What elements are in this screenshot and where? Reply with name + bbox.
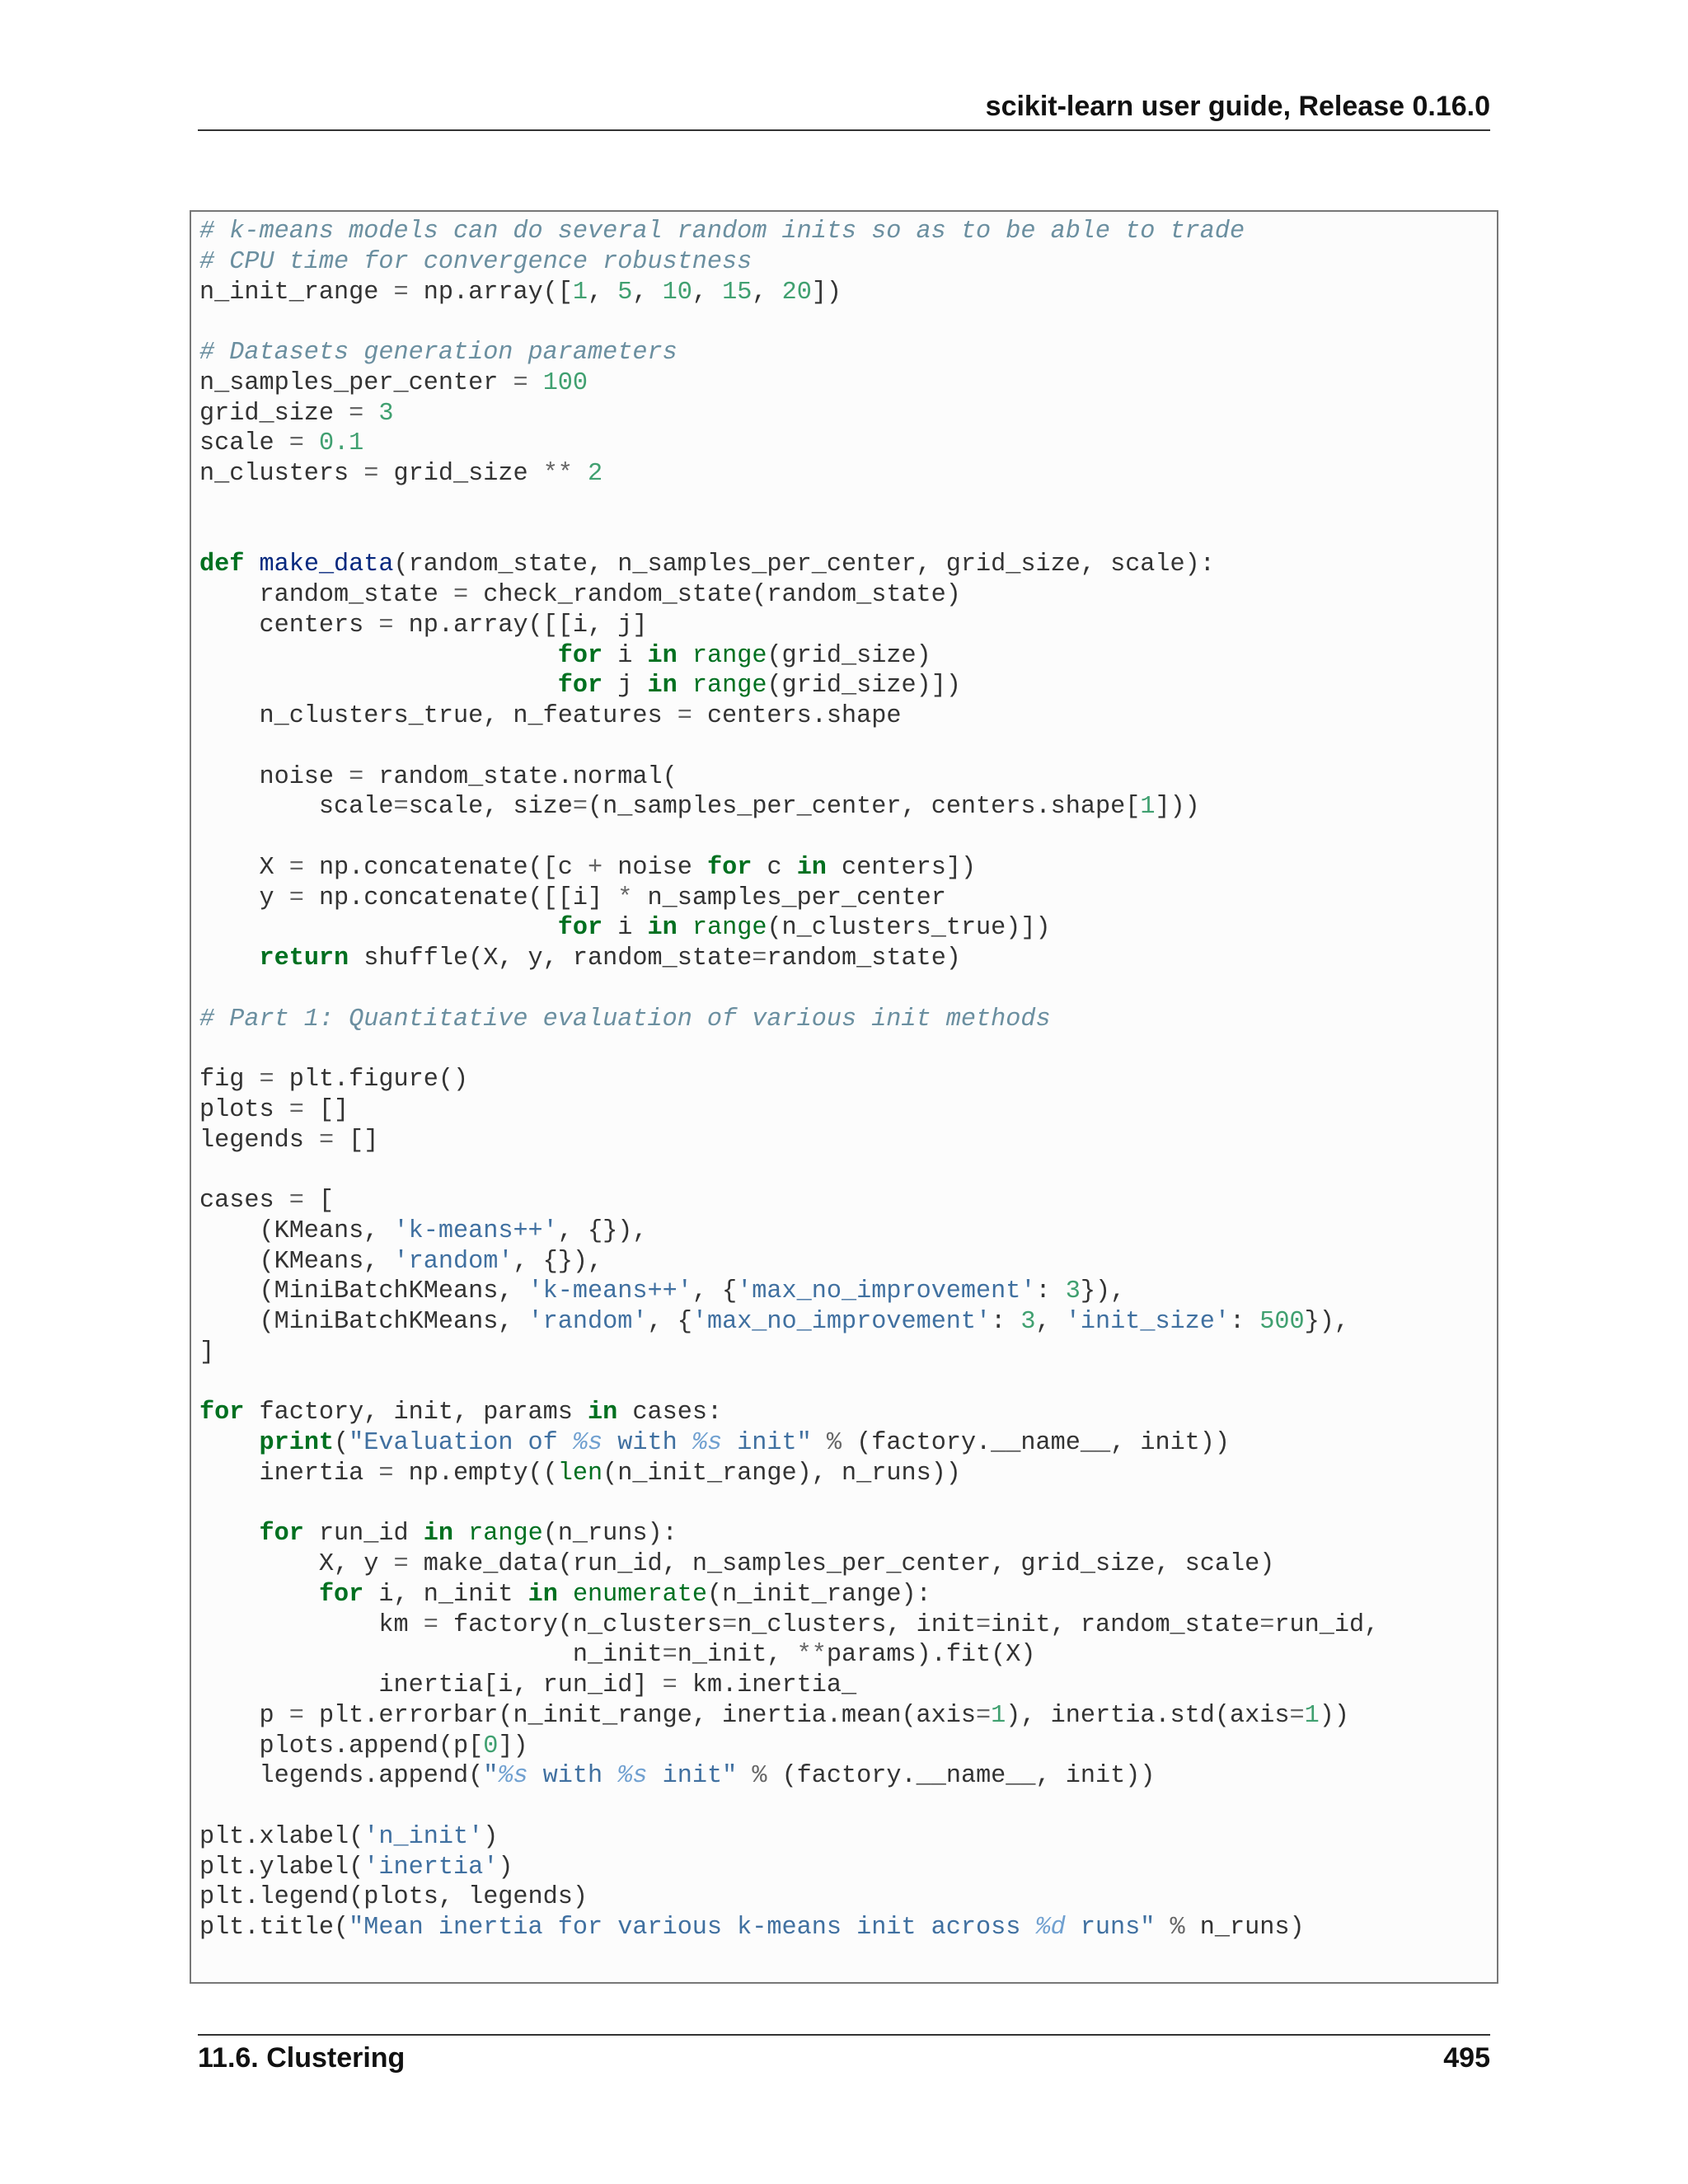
code-token: ] — [199, 1338, 215, 1366]
code-token: ** — [796, 1641, 827, 1670]
code-token: (MiniBatchKMeans, — [199, 1308, 528, 1336]
code-token: (n_init_range): — [706, 1580, 931, 1609]
footer-section-title: 11.6. Clustering — [198, 2042, 406, 2074]
code-token: %s — [498, 1762, 528, 1791]
code-token: (factory.__name__, init)) — [842, 1429, 1231, 1457]
code-token: 'inertia' — [363, 1853, 499, 1882]
code-line — [199, 550, 1379, 580]
page-number: 495 — [1443, 2042, 1490, 2074]
code-token: 'random' — [528, 1308, 648, 1336]
code-token — [199, 1429, 259, 1457]
code-token: (n_init_range), n_runs)) — [603, 1459, 961, 1488]
code-token: for — [199, 1399, 245, 1427]
code-token: np.empty(( — [393, 1459, 558, 1488]
code-token: n_runs) — [1184, 1914, 1305, 1942]
header-divider — [198, 129, 1490, 131]
code-token: in — [423, 1520, 453, 1549]
code-token: 'n_init' — [363, 1822, 484, 1851]
code-line — [199, 459, 1379, 490]
code-token: = — [288, 1095, 304, 1124]
code-token: scale, size — [408, 793, 573, 822]
code-token — [244, 551, 259, 579]
code-token: : — [1035, 1277, 1066, 1306]
code-token: , — [692, 278, 723, 307]
code-token: random_state) — [767, 944, 961, 972]
code-token: plt.figure() — [274, 1066, 469, 1094]
code-token: 3 — [1020, 1308, 1036, 1336]
code-token: %s — [617, 1762, 648, 1791]
code-line — [199, 762, 1379, 793]
code-token: enumerate — [572, 1580, 707, 1609]
code-line — [199, 1610, 1379, 1641]
code-listing — [199, 217, 1379, 1943]
code-token — [453, 1520, 468, 1548]
code-token: p — [199, 1701, 289, 1730]
code-token: ) — [483, 1822, 499, 1851]
code-token: n_init — [199, 1641, 663, 1670]
code-token: , — [588, 278, 618, 307]
code-line — [199, 1216, 1379, 1247]
code-token: init" — [722, 1429, 812, 1457]
footer-divider — [198, 2034, 1490, 2036]
code-line — [199, 217, 1379, 247]
code-token: factory(n_clusters — [438, 1610, 723, 1639]
code-token: range — [692, 641, 767, 670]
code-token: "Mean inertia for various k-means init across — [349, 1914, 1036, 1942]
code-token: np.array([[i, j] — [393, 611, 648, 640]
code-token: in — [647, 672, 678, 701]
code-token: centers.shape — [692, 702, 902, 730]
code-token: = — [393, 278, 409, 307]
code-line — [199, 1701, 1379, 1732]
code-token: = — [378, 1459, 394, 1488]
code-token: ])) — [1155, 793, 1200, 822]
code-token: y — [199, 883, 289, 912]
code-line — [199, 1277, 1379, 1307]
code-line — [199, 792, 1379, 823]
code-token: = — [677, 702, 692, 730]
code-token — [199, 914, 558, 942]
code-token: = — [423, 1610, 438, 1639]
code-token: random_state.normal( — [363, 762, 678, 791]
code-token: plots — [199, 1095, 289, 1124]
code-token: make_data(run_id, n_samples_per_center, grid_size, scale) — [408, 1550, 1275, 1578]
code-token: 1 — [1140, 793, 1156, 822]
code-token: for — [557, 641, 603, 670]
code-token — [678, 642, 692, 670]
code-token — [199, 642, 558, 670]
code-token: plt.legend(plots, legends) — [199, 1883, 588, 1912]
code-token: + — [588, 853, 603, 882]
code-token: , — [1035, 1308, 1066, 1336]
code-token: , { — [692, 1277, 738, 1306]
code-token: n_init, — [677, 1641, 797, 1670]
code-token: 0 — [483, 1732, 499, 1760]
code-token: = — [363, 460, 379, 488]
code-token: km — [199, 1610, 424, 1639]
code-line — [199, 1368, 1379, 1399]
code-token: cases: — [617, 1399, 723, 1427]
code-token — [573, 460, 588, 488]
code-token: = — [288, 853, 304, 882]
code-line — [199, 1459, 1379, 1489]
code-token: %s — [572, 1429, 603, 1457]
code-token: n_clusters_true, n_features — [199, 702, 678, 730]
code-line — [199, 429, 1379, 459]
code-token: # k-means models can do several random inits so as to be able to trade — [199, 218, 1245, 246]
code-token: , { — [647, 1308, 692, 1336]
code-line — [199, 520, 1379, 551]
code-token — [558, 1581, 573, 1609]
code-token: with — [603, 1429, 692, 1457]
code-line — [199, 278, 1379, 308]
code-token: with — [528, 1762, 618, 1791]
code-token: 5 — [617, 278, 633, 307]
code-token: 'max_no_improvement' — [692, 1308, 992, 1336]
code-token: # Part 1: Quantitative evaluation of various init methods — [199, 1005, 1051, 1033]
code-token: legends — [199, 1126, 319, 1155]
code-token: [] — [334, 1126, 379, 1155]
code-token: 500 — [1259, 1308, 1305, 1336]
code-token: shuffle(X, y, random_state — [349, 944, 753, 972]
code-token: = — [1289, 1701, 1305, 1730]
code-token: n_samples_per_center — [632, 883, 946, 912]
code-token — [199, 1520, 259, 1548]
code-token: plots.append(p[ — [199, 1732, 484, 1760]
code-token: range — [468, 1520, 543, 1549]
code-token: plt.title( — [199, 1914, 349, 1942]
code-token: " — [483, 1762, 499, 1791]
code-token: centers]) — [826, 853, 977, 882]
code-token — [678, 672, 692, 700]
code-token: init, random_state — [991, 1610, 1260, 1639]
code-line — [199, 1428, 1379, 1459]
code-line — [199, 1882, 1379, 1913]
code-token: = — [513, 368, 528, 397]
code-line — [199, 1761, 1379, 1792]
code-token: (n_runs): — [542, 1520, 678, 1549]
code-token: print — [259, 1429, 335, 1457]
code-line — [199, 1792, 1379, 1822]
code-token: for — [706, 853, 753, 882]
code-line — [199, 1155, 1379, 1186]
code-line — [199, 1489, 1379, 1520]
code-token: factory, init, params — [244, 1399, 588, 1427]
code-token: }), — [1080, 1277, 1126, 1306]
code-token: grid_size — [199, 399, 349, 428]
code-token: = — [662, 1671, 678, 1699]
code-block — [190, 210, 1498, 1984]
code-line — [199, 883, 1379, 914]
code-token: ** — [542, 460, 573, 488]
code-line — [199, 1732, 1379, 1762]
code-token: run_id — [303, 1520, 424, 1549]
code-token: return — [259, 944, 349, 972]
code-token: plt.ylabel( — [199, 1853, 364, 1882]
code-token: = — [378, 611, 394, 640]
code-token: X, y — [199, 1550, 394, 1578]
code-token: len — [557, 1459, 603, 1488]
code-token: km.inertia_ — [677, 1671, 857, 1699]
code-line — [199, 1580, 1379, 1610]
code-token: i — [603, 641, 648, 670]
code-line — [199, 641, 1379, 672]
code-token: = — [349, 399, 364, 428]
code-token: # Datasets generation parameters — [199, 339, 678, 367]
code-line — [199, 853, 1379, 883]
code-token: , {}), — [557, 1216, 648, 1245]
code-line — [199, 307, 1379, 338]
code-token: , {}), — [513, 1247, 603, 1276]
code-line — [199, 1398, 1379, 1428]
code-token: , — [632, 278, 663, 307]
code-line — [199, 732, 1379, 762]
code-line — [199, 1822, 1379, 1853]
code-line — [199, 247, 1379, 278]
code-token: (MiniBatchKMeans, — [199, 1277, 528, 1306]
code-line — [199, 1247, 1379, 1277]
code-token: params).fit(X) — [826, 1641, 1036, 1670]
code-token: init" — [647, 1762, 738, 1791]
code-token: (grid_size)]) — [767, 672, 961, 701]
code-token — [199, 672, 558, 700]
code-token: j — [603, 672, 648, 701]
page-header-title: scikit-learn user guide, Release 0.16.0 — [985, 91, 1490, 122]
code-line — [199, 399, 1379, 429]
code-token: = — [1259, 1610, 1275, 1639]
code-token: (KMeans, — [199, 1247, 394, 1276]
code-token: %s — [692, 1429, 723, 1457]
code-token: ) — [498, 1853, 513, 1882]
code-token: * — [617, 883, 633, 912]
code-token: = — [259, 1066, 274, 1094]
code-line — [199, 1307, 1379, 1338]
code-token: run_id, — [1274, 1610, 1380, 1639]
code-line — [199, 1005, 1379, 1035]
code-token: ]) — [811, 278, 842, 307]
code-token: # CPU time for convergence robustness — [199, 247, 753, 276]
code-token — [528, 369, 543, 397]
code-token: n_clusters, init — [737, 1610, 977, 1639]
code-token: = — [288, 1701, 304, 1730]
code-token: def — [199, 551, 245, 579]
code-token: make_data — [259, 551, 394, 579]
code-token: 3 — [378, 399, 394, 428]
code-token: i, n_init — [363, 1580, 528, 1609]
code-token: (grid_size) — [767, 641, 931, 670]
code-line — [199, 580, 1379, 611]
code-token: plt.xlabel( — [199, 1822, 364, 1851]
code-token: noise — [199, 762, 349, 791]
code-token: = — [318, 1126, 335, 1155]
code-token: (random_state, n_samples_per_center, grid_size, scale): — [393, 551, 1215, 579]
code-token: %d — [1035, 1914, 1066, 1942]
code-line — [199, 1671, 1379, 1701]
code-token: range — [692, 914, 767, 943]
code-token: in — [588, 1399, 618, 1427]
code-token: for — [557, 672, 603, 701]
code-token: ( — [334, 1429, 349, 1457]
code-token: noise — [603, 853, 707, 882]
code-token: 3 — [1065, 1277, 1081, 1306]
code-token: np.concatenate([c — [303, 853, 588, 882]
code-token: [] — [303, 1095, 349, 1124]
code-token: range — [692, 672, 767, 701]
code-token — [812, 1429, 827, 1457]
code-token: 1 — [1304, 1701, 1320, 1730]
code-token: np.concatenate([[i] — [303, 883, 618, 912]
code-token: fig — [199, 1066, 260, 1094]
code-token: scale — [199, 429, 289, 458]
code-token: 'max_no_improvement' — [737, 1277, 1036, 1306]
code-token: in — [796, 853, 827, 882]
code-token: n_clusters — [199, 460, 364, 488]
code-token: = — [662, 1641, 678, 1670]
code-token: % — [826, 1429, 842, 1457]
code-token: (KMeans, — [199, 1216, 394, 1245]
code-token: centers — [199, 611, 379, 640]
code-token: ), inertia.std(axis — [1006, 1701, 1290, 1730]
code-token: runs" — [1065, 1914, 1156, 1942]
code-token: = — [452, 581, 469, 609]
code-token: inertia — [199, 1459, 379, 1488]
code-token: 1 — [572, 278, 588, 307]
code-token: n_init_range — [199, 278, 394, 307]
code-token: for — [557, 914, 603, 943]
code-token: for — [259, 1520, 304, 1549]
code-line — [199, 1034, 1379, 1065]
code-line — [199, 913, 1379, 944]
code-token: 'random' — [393, 1247, 513, 1276]
code-token: = — [288, 429, 304, 458]
code-token — [199, 1581, 319, 1609]
code-token: i — [603, 914, 648, 943]
code-token: for — [318, 1580, 364, 1609]
code-line — [199, 701, 1379, 732]
code-line — [199, 1186, 1379, 1216]
code-token: = — [393, 1550, 409, 1578]
code-token: = — [393, 793, 409, 822]
code-token: )) — [1319, 1701, 1349, 1730]
code-token: 100 — [542, 368, 588, 397]
code-token — [678, 914, 692, 942]
code-line — [199, 611, 1379, 641]
code-token: = — [572, 793, 588, 822]
code-token: plt.errorbar(n_init_range, inertia.mean(axis — [303, 1701, 977, 1730]
code-token — [304, 429, 319, 457]
code-line — [199, 1640, 1379, 1671]
code-token: = — [722, 1610, 738, 1639]
code-line — [199, 338, 1379, 368]
code-token — [737, 1762, 752, 1790]
code-line — [199, 1913, 1379, 1943]
code-token: grid_size — [378, 460, 543, 488]
code-token — [363, 400, 378, 428]
code-line — [199, 671, 1379, 701]
code-token: 'k-means++' — [393, 1216, 558, 1245]
code-line — [199, 490, 1379, 520]
code-token: 1 — [991, 1701, 1006, 1730]
code-line — [199, 1549, 1379, 1580]
code-token: random_state — [199, 581, 453, 609]
code-token: , — [752, 278, 782, 307]
code-token — [1155, 1914, 1170, 1942]
code-token: = — [288, 883, 304, 912]
code-line — [199, 1126, 1379, 1156]
code-token: % — [752, 1762, 767, 1791]
code-token: X — [199, 853, 289, 882]
code-line — [199, 1519, 1379, 1549]
code-line — [199, 823, 1379, 853]
code-line — [199, 368, 1379, 399]
code-token: 'k-means++' — [528, 1277, 692, 1306]
code-token: % — [1170, 1914, 1185, 1942]
code-token: = — [349, 762, 364, 791]
code-token: }), — [1304, 1308, 1349, 1336]
code-line — [199, 1095, 1379, 1126]
code-token: legends.append( — [199, 1762, 484, 1791]
code-token: cases — [199, 1187, 289, 1215]
code-token: : — [991, 1308, 1021, 1336]
code-token: 15 — [722, 278, 753, 307]
code-line — [199, 974, 1379, 1005]
code-token: (factory.__name__, init)) — [767, 1762, 1156, 1791]
code-token — [199, 944, 259, 972]
code-token: = — [976, 1701, 992, 1730]
code-token: = — [976, 1610, 992, 1639]
code-token: = — [752, 944, 767, 972]
code-token: 10 — [662, 278, 692, 307]
code-token: scale — [199, 793, 394, 822]
code-token: in — [647, 914, 678, 943]
code-token: (n_clusters_true)]) — [767, 914, 1051, 943]
code-line — [199, 1338, 1379, 1368]
code-token: "Evaluation of — [349, 1429, 573, 1457]
code-token: 0.1 — [318, 429, 364, 458]
code-line — [199, 944, 1379, 974]
code-token: inertia[i, run_id] — [199, 1671, 663, 1699]
code-token: ]) — [498, 1732, 528, 1760]
code-token: in — [647, 641, 678, 670]
code-token: [ — [303, 1187, 335, 1215]
code-token: : — [1230, 1308, 1260, 1336]
code-token: n_samples_per_center — [199, 368, 513, 397]
code-token: = — [288, 1187, 304, 1215]
code-token: np.array([ — [408, 278, 573, 307]
code-line — [199, 1853, 1379, 1883]
code-token: 20 — [781, 278, 812, 307]
code-line — [199, 1065, 1379, 1095]
code-token: check_random_state(random_state) — [468, 581, 961, 609]
code-token: in — [528, 1580, 558, 1609]
code-token: 2 — [588, 460, 603, 488]
code-token: c — [752, 853, 797, 882]
code-token: 'init_size' — [1065, 1308, 1231, 1336]
code-token: (n_samples_per_center, centers.shape[ — [588, 793, 1141, 822]
